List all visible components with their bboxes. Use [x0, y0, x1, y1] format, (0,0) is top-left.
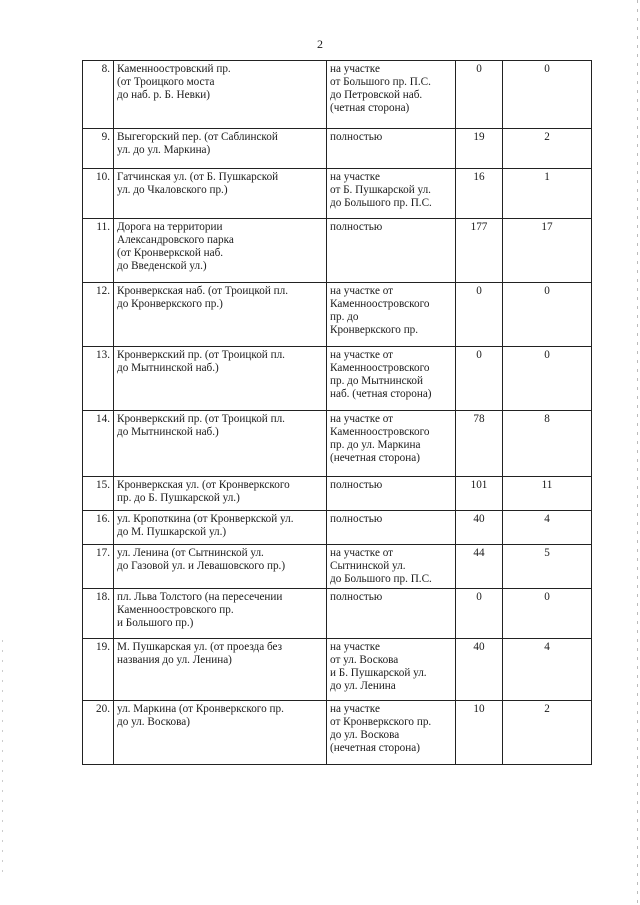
- street-line: (от Троицкого моста: [117, 76, 215, 88]
- section-line: наб. (четная сторона): [330, 388, 432, 400]
- section-line: полностью: [330, 591, 383, 603]
- table-row: [83, 411, 592, 477]
- street-line: до ул. Воскова): [117, 716, 190, 728]
- value-1-cell: 40: [456, 639, 503, 701]
- section-line: (четная сторона): [330, 102, 410, 114]
- table-row: [83, 701, 592, 765]
- value-2-cell: 0: [503, 347, 592, 411]
- section-line: и Б. Пушкарской ул.: [330, 667, 427, 679]
- value-2-cell: 0: [503, 283, 592, 347]
- street-line: Дорога на территории: [117, 221, 223, 233]
- street-line: ул. Кропоткина (от Кронверкской ул.: [117, 513, 294, 525]
- section-line: (нечетная сторона): [330, 452, 420, 464]
- street-line: ул. до ул. Маркина): [117, 144, 211, 156]
- row-number-cell: 11.: [83, 219, 114, 283]
- street-line: до Газовой ул. и Левашовского пр.): [117, 560, 286, 572]
- table-row: [83, 639, 592, 701]
- value-1-cell: 44: [456, 545, 503, 589]
- section-cell: [327, 639, 456, 701]
- row-number-cell: 9.: [83, 129, 114, 169]
- street-line: до Мытнинской наб.): [117, 426, 219, 438]
- streets-table: [82, 60, 592, 765]
- section-line: до Петровской наб.: [330, 89, 423, 101]
- section-cell: [327, 477, 456, 511]
- row-number-cell: 8.: [83, 61, 114, 129]
- section-line: на участке: [330, 641, 380, 653]
- row-number-cell: 16.: [83, 511, 114, 545]
- row-number-cell: 12.: [83, 283, 114, 347]
- street-cell: [114, 477, 327, 511]
- value-2-cell: 4: [503, 639, 592, 701]
- street-cell: [114, 61, 327, 129]
- street-line: Гатчинская ул. (от Б. Пушкарской: [117, 171, 279, 183]
- section-cell: [327, 169, 456, 219]
- street-cell: [114, 411, 327, 477]
- section-line: на участке от: [330, 349, 394, 361]
- street-line: ул. Ленина (от Сытнинской ул.: [117, 547, 264, 559]
- section-line: на участке: [330, 63, 380, 75]
- section-line: пр. до Мытнинской: [330, 375, 423, 387]
- table-row: [83, 347, 592, 411]
- table-row: [83, 283, 592, 347]
- table-row: [83, 589, 592, 639]
- section-line: на участке: [330, 703, 380, 715]
- value-1-cell: 40: [456, 511, 503, 545]
- street-line: и Большого пр.): [117, 617, 194, 629]
- section-line: до ул. Ленина: [330, 680, 396, 692]
- section-line: полностью: [330, 479, 383, 491]
- row-number-cell: 10.: [83, 169, 114, 219]
- section-line: (нечетная сторона): [330, 742, 420, 754]
- street-line: до наб. р. Б. Невки): [117, 89, 211, 101]
- section-line: полностью: [330, 513, 383, 525]
- section-cell: [327, 701, 456, 765]
- section-line: пр. до ул. Маркина: [330, 439, 421, 451]
- section-line: до Большого пр. П.С.: [330, 573, 432, 585]
- section-line: Каменноостровского: [330, 426, 430, 438]
- value-2-cell: 5: [503, 545, 592, 589]
- value-2-cell: 1: [503, 169, 592, 219]
- street-line: Кронверкский пр. (от Троицкой пл.: [117, 349, 285, 361]
- section-cell: [327, 347, 456, 411]
- table-row: [83, 169, 592, 219]
- table-row: [83, 61, 592, 129]
- street-line: названия до ул. Ленина): [117, 654, 232, 666]
- section-cell: [327, 589, 456, 639]
- section-line: Кронверкского пр.: [330, 324, 419, 336]
- street-line: пр. до Б. Пушкарской ул.): [117, 492, 240, 504]
- row-number-cell: 14.: [83, 411, 114, 477]
- section-line: от ул. Воскова: [330, 654, 399, 666]
- street-line: Александровского парка: [117, 234, 234, 246]
- street-line: Каменноостровский пр.: [117, 63, 231, 75]
- section-line: от Кронверкского пр.: [330, 716, 432, 728]
- section-line: на участке: [330, 171, 380, 183]
- street-line: (от Кронверкской наб.: [117, 247, 224, 259]
- street-cell: [114, 511, 327, 545]
- section-line: полностью: [330, 131, 383, 143]
- street-line: до Кронверкского пр.): [117, 298, 223, 310]
- section-line: полностью: [330, 221, 383, 233]
- section-line: до ул. Воскова: [330, 729, 400, 741]
- section-cell: [327, 545, 456, 589]
- street-cell: [114, 347, 327, 411]
- section-line: на участке от: [330, 285, 394, 297]
- street-cell: [114, 219, 327, 283]
- street-line: Кронверкский пр. (от Троицкой пл.: [117, 413, 285, 425]
- section-cell: [327, 511, 456, 545]
- value-1-cell: 10: [456, 701, 503, 765]
- section-line: на участке от: [330, 547, 394, 559]
- row-number-cell: 15.: [83, 477, 114, 511]
- scan-edge-left: [2, 640, 3, 880]
- section-line: до Большого пр. П.С.: [330, 197, 432, 209]
- row-number-cell: 19.: [83, 639, 114, 701]
- row-number-cell: 17.: [83, 545, 114, 589]
- street-cell: [114, 129, 327, 169]
- section-cell: [327, 129, 456, 169]
- value-2-cell: 11: [503, 477, 592, 511]
- street-line: М. Пушкарская ул. (от проезда без: [117, 641, 283, 653]
- street-line: до М. Пушкарской ул.): [117, 526, 227, 538]
- value-2-cell: 2: [503, 701, 592, 765]
- section-line: от Большого пр. П.С.: [330, 76, 431, 88]
- value-2-cell: 0: [503, 589, 592, 639]
- section-cell: [327, 219, 456, 283]
- scan-edge-right: [637, 0, 638, 905]
- page-number: 2: [317, 37, 323, 51]
- row-number-cell: 13.: [83, 347, 114, 411]
- row-number-cell: 18.: [83, 589, 114, 639]
- value-1-cell: 0: [456, 61, 503, 129]
- value-2-cell: 2: [503, 129, 592, 169]
- row-number-cell: 20.: [83, 701, 114, 765]
- value-1-cell: 16: [456, 169, 503, 219]
- table-row: [83, 477, 592, 511]
- street-line: Кронверкская наб. (от Троицкой пл.: [117, 285, 288, 297]
- value-1-cell: 0: [456, 347, 503, 411]
- section-cell: [327, 411, 456, 477]
- street-cell: [114, 545, 327, 589]
- street-cell: [114, 283, 327, 347]
- table-row: [83, 129, 592, 169]
- section-line: от Б. Пушкарской ул.: [330, 184, 431, 196]
- section-line: пр. до: [330, 311, 359, 323]
- street-line: до Мытнинской наб.): [117, 362, 219, 374]
- value-1-cell: 0: [456, 283, 503, 347]
- section-line: на участке от: [330, 413, 394, 425]
- table-row: [83, 545, 592, 589]
- street-line: пл. Льва Толстого (на пересечении: [117, 591, 283, 603]
- street-line: Выгегорский пер. (от Саблинской: [117, 131, 278, 143]
- street-cell: [114, 701, 327, 765]
- value-1-cell: 19: [456, 129, 503, 169]
- value-1-cell: 177: [456, 219, 503, 283]
- value-2-cell: 17: [503, 219, 592, 283]
- street-line: Каменноостровского пр.: [117, 604, 234, 616]
- value-1-cell: 0: [456, 589, 503, 639]
- section-line: Каменноостровского: [330, 362, 430, 374]
- section-line: Сытнинской ул.: [330, 560, 406, 572]
- value-2-cell: 0: [503, 61, 592, 129]
- table-body: [83, 61, 592, 765]
- street-line: до Введенской ул.): [117, 260, 207, 272]
- table-row: [83, 511, 592, 545]
- value-2-cell: 4: [503, 511, 592, 545]
- section-cell: [327, 283, 456, 347]
- street-line: ул. Маркина (от Кронверкского пр.: [117, 703, 284, 715]
- section-cell: [327, 61, 456, 129]
- street-cell: [114, 169, 327, 219]
- table-row: [83, 219, 592, 283]
- value-1-cell: 101: [456, 477, 503, 511]
- street-cell: [114, 589, 327, 639]
- street-cell: [114, 639, 327, 701]
- value-2-cell: 8: [503, 411, 592, 477]
- street-line: Кронверкская ул. (от Кронверкского: [117, 479, 290, 491]
- street-line: ул. до Чкаловского пр.): [117, 184, 228, 196]
- value-1-cell: 78: [456, 411, 503, 477]
- section-line: Каменноостровского: [330, 298, 430, 310]
